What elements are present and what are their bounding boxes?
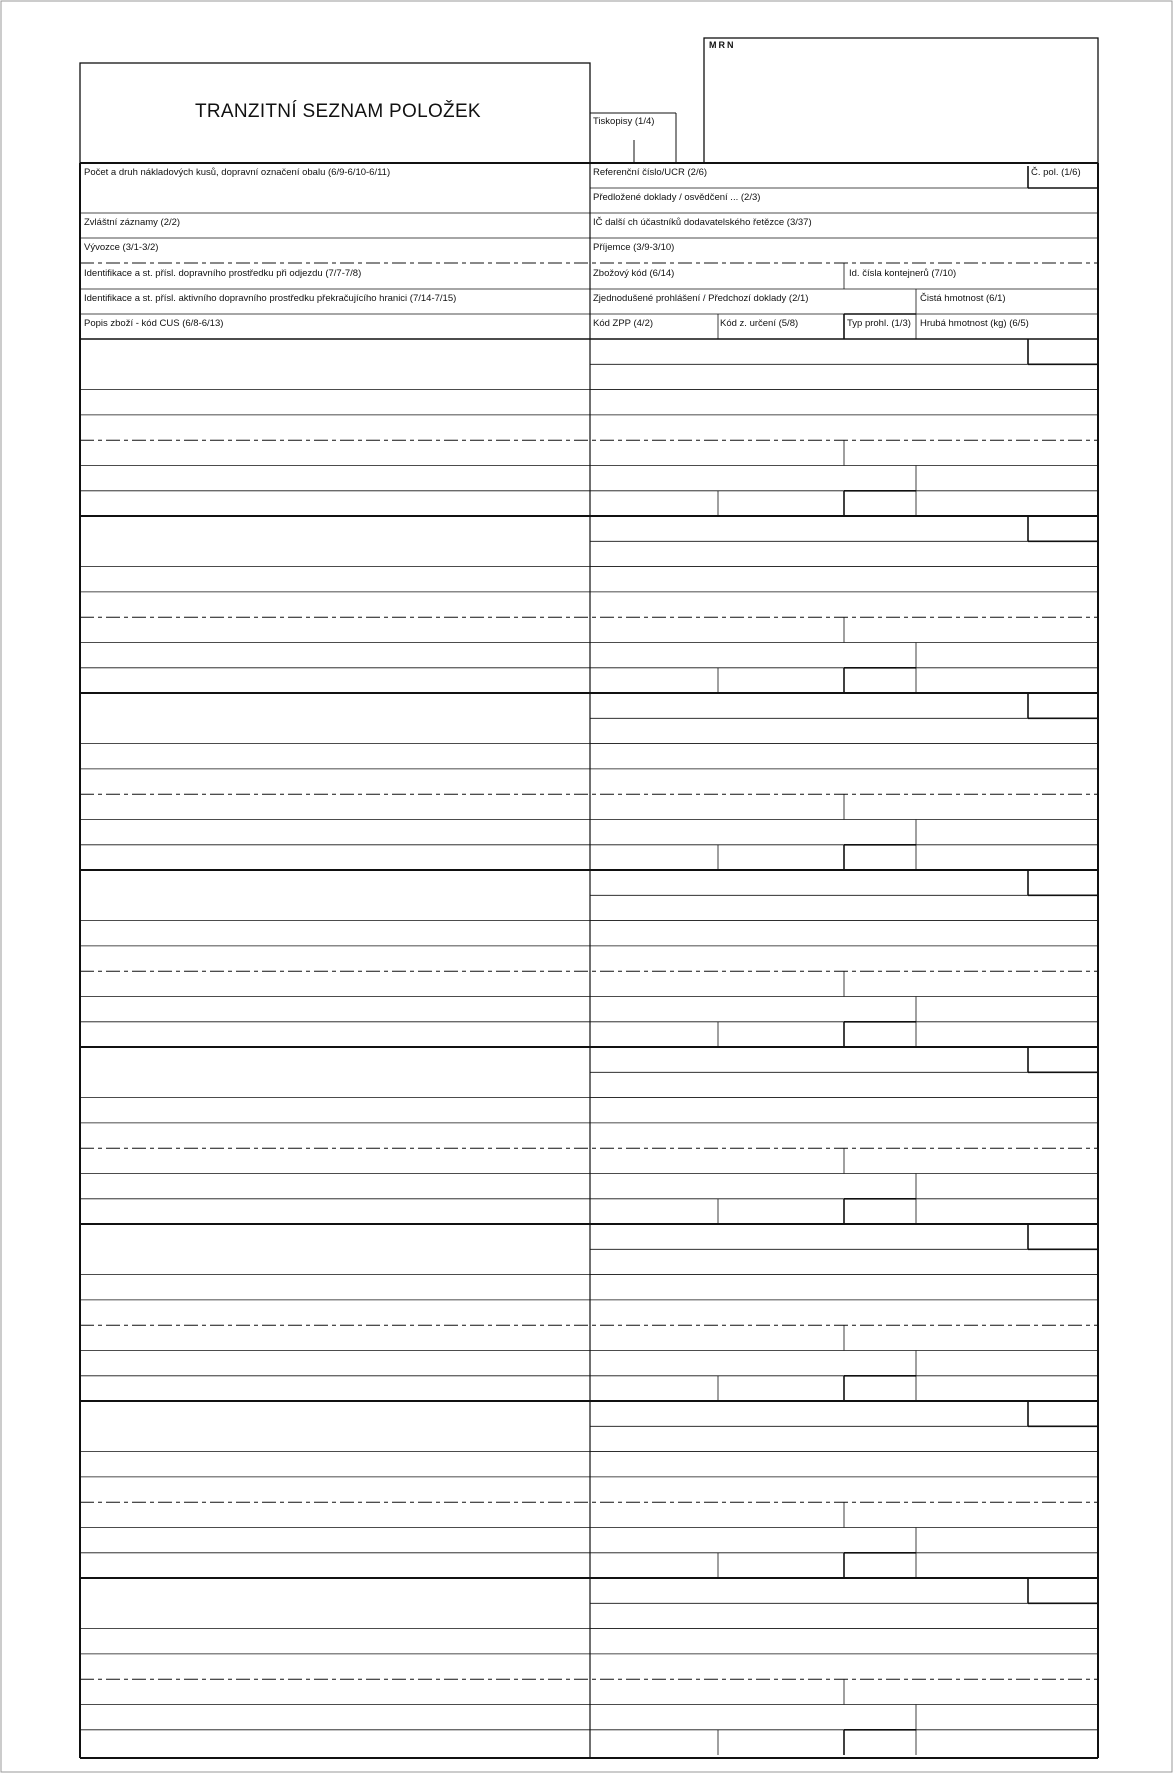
departure-transport-label: Identifikace a st. přísl. dopravního prostředku při odjezdu (7/7-7/8) bbox=[84, 268, 362, 279]
goods-description-label: Popis zboží - kód CUS (6/8-6/13) bbox=[84, 318, 224, 329]
documents-label: Předložené doklady / osvědčení ... (2/3) bbox=[593, 192, 761, 203]
packages-label: Počet a druh nákladových kusů, dopravní označení obalu (6/9-6/10-6/11) bbox=[84, 167, 391, 178]
declaration-type-label: Typ prohl. (1/3) bbox=[847, 318, 911, 329]
mrn-box bbox=[704, 38, 1098, 163]
zpp-code-label: Kód ZPP (4/2) bbox=[593, 318, 654, 329]
forms-count-label: Tiskopisy (1/4) bbox=[593, 116, 655, 127]
consignee-label: Příjemce (3/9-3/10) bbox=[593, 242, 675, 253]
simplified-declaration-label: Zjednodušené prohlášení / Předchozí doklady (2/1) bbox=[593, 293, 809, 304]
reference-label: Referenční číslo/UCR (2/6) bbox=[593, 167, 708, 178]
form-title: TRANZITNÍ SEZNAM POLOŽEK bbox=[195, 101, 481, 122]
special-mentions-label: Zvláštní záznamy (2/2) bbox=[84, 217, 181, 228]
container-label: Id. čísla kontejnerů (7/10) bbox=[849, 268, 957, 279]
border-transport-label: Identifikace a st. přísl. aktivního dopravního prostředku překračujícího hranici (7/14-7/15) bbox=[84, 293, 457, 304]
commodity-code-label: Zbožový kód (6/14) bbox=[593, 268, 675, 279]
mrn-label: MRN bbox=[709, 40, 736, 50]
supply-chain-label: IČ další ch účastníků dodavatelského řetězce (3/37) bbox=[593, 217, 812, 228]
item-number-label: Č. pol. (1/6) bbox=[1031, 167, 1081, 178]
exporter-label: Vývozce (3/1-3/2) bbox=[84, 242, 159, 253]
gross-mass-label: Hrubá hmotnost (kg) (6/5) bbox=[920, 318, 1029, 329]
destination-code-label: Kód z. určení (5/8) bbox=[720, 318, 799, 329]
net-mass-label: Čistá hmotnost (6/1) bbox=[920, 293, 1006, 304]
